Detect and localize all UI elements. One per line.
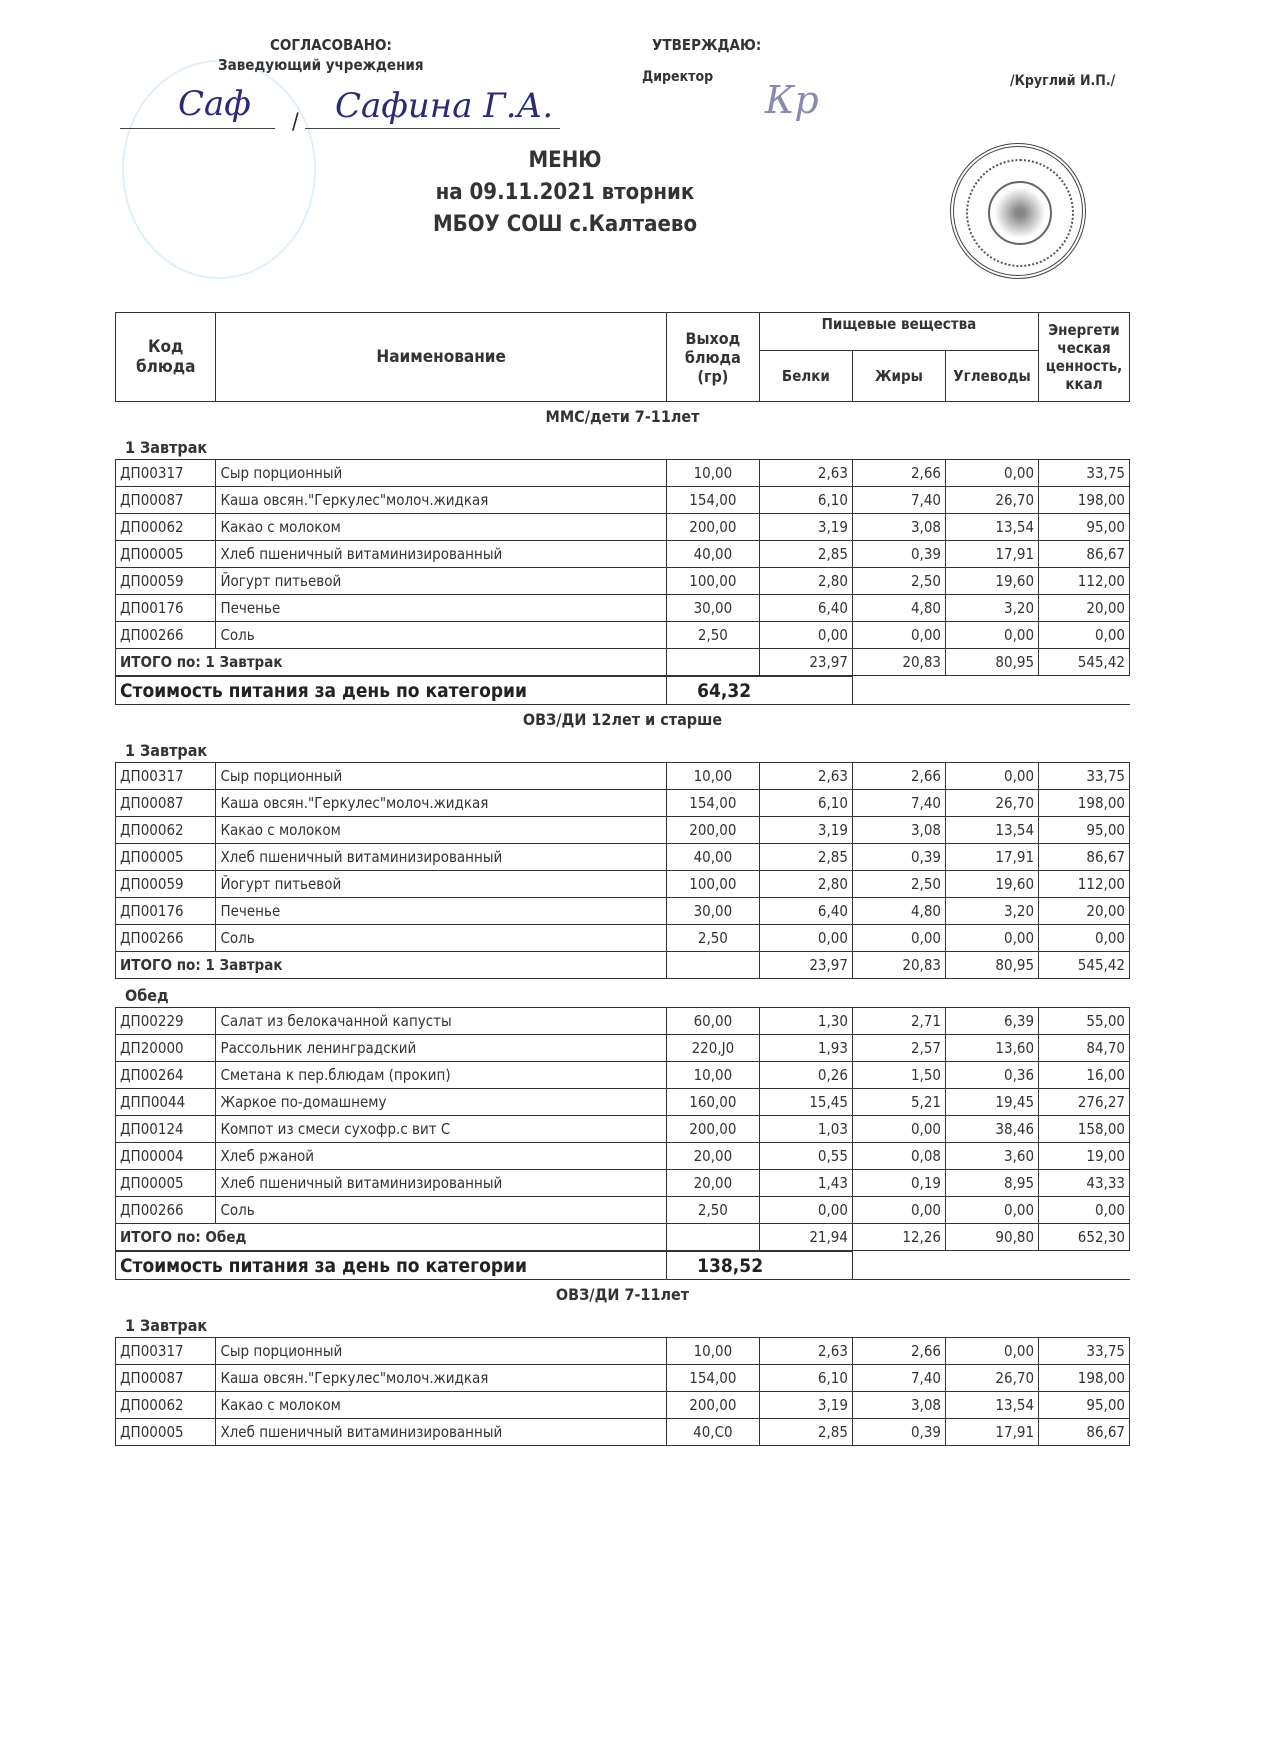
protein: 3,19: [759, 514, 852, 541]
fat: 0,39: [852, 844, 945, 871]
total-protein: 23,97: [759, 952, 852, 979]
total-carbs: 80,95: [946, 952, 1039, 979]
cost-value: 138,52: [667, 1252, 853, 1280]
dish-yield: 154,00: [666, 1365, 759, 1392]
dish-name: Компот из смеси сухофр.с вит С: [216, 1116, 666, 1143]
dish-yield: 20,00: [666, 1170, 759, 1197]
table-row: [116, 844, 1130, 871]
total-row: [116, 952, 1130, 979]
dish-yield: 200,00: [666, 1116, 759, 1143]
carbs: 26,70: [946, 1365, 1039, 1392]
protein: 2,85: [759, 541, 852, 568]
fat: 3,08: [852, 1392, 945, 1419]
dish-yield: 200,00: [666, 1392, 759, 1419]
dish-code: ДП00264: [116, 1062, 216, 1089]
energy: 0,00: [1039, 622, 1130, 649]
total-energy: 545,42: [1039, 952, 1130, 979]
dish-code: ДП00059: [116, 871, 216, 898]
total-yield: [666, 1224, 759, 1251]
fat: 0,00: [852, 925, 945, 952]
dish-name: Жаркое по-домашнему: [216, 1089, 666, 1116]
table-row: [116, 514, 1130, 541]
dish-code: ДП00005: [116, 541, 216, 568]
meal-table: [115, 1337, 1130, 1446]
protein: 6,40: [759, 898, 852, 925]
dish-code: ДП00087: [116, 487, 216, 514]
dish-yield: 100,00: [666, 871, 759, 898]
total-energy: 652,30: [1039, 1224, 1130, 1251]
energy: 16,00: [1039, 1062, 1130, 1089]
carbs: 17,91: [946, 541, 1039, 568]
table-row: [116, 1089, 1130, 1116]
menu-table: [115, 312, 1130, 1446]
table-row: [116, 568, 1130, 595]
table-row: [116, 595, 1130, 622]
table-row: [116, 1392, 1130, 1419]
carbs: 3,20: [946, 595, 1039, 622]
meal-label: 1 Завтрак: [125, 1316, 208, 1335]
header-code: Код блюда: [116, 313, 216, 402]
cost-label: Стоимость питания за день по категории: [116, 677, 667, 705]
total-yield: [666, 952, 759, 979]
meal-table: [115, 1007, 1130, 1251]
table-row: [116, 1035, 1130, 1062]
table-row: [116, 1419, 1130, 1446]
fat: 0,00: [852, 622, 945, 649]
table-row: [116, 1062, 1130, 1089]
fat: 0,00: [852, 1197, 945, 1224]
fat: 2,66: [852, 1338, 945, 1365]
table-header: [115, 312, 1130, 402]
fat: 0,39: [852, 1419, 945, 1446]
protein: 1,43: [759, 1170, 852, 1197]
table-row: [116, 487, 1130, 514]
dish-code: ДП00229: [116, 1008, 216, 1035]
signature-line: [120, 128, 275, 129]
total-row: [116, 649, 1130, 676]
table-row: [116, 541, 1130, 568]
total-carbs: 90,80: [946, 1224, 1039, 1251]
total-label: ИТОГО по: 1 Завтрак: [116, 649, 667, 676]
document-title: МЕНЮ: [528, 148, 602, 173]
dish-code: ДП00062: [116, 1392, 216, 1419]
approval-left-heading: СОГЛАСОВАНО:: [270, 36, 392, 54]
protein: 0,00: [759, 925, 852, 952]
dish-yield: 2,50: [666, 925, 759, 952]
fat: 2,57: [852, 1035, 945, 1062]
section-title: ОВЗ/ДИ 7-11лет: [555, 1285, 690, 1304]
dish-yield: 30,00: [666, 595, 759, 622]
carbs: 0,00: [946, 622, 1039, 649]
dish-name: Какао с молоком: [216, 514, 666, 541]
dish-code: ДП00004: [116, 1143, 216, 1170]
fat: 0,00: [852, 1116, 945, 1143]
energy: 55,00: [1039, 1008, 1130, 1035]
dish-code: ДП00062: [116, 817, 216, 844]
table-row: [116, 1365, 1130, 1392]
protein: 3,19: [759, 817, 852, 844]
carbs: 26,70: [946, 487, 1039, 514]
dish-name: Каша овсян."Геркулес"молоч.жидкая: [216, 790, 666, 817]
carbs: 3,20: [946, 898, 1039, 925]
header-name: Наименование: [216, 313, 666, 402]
dish-name: Соль: [216, 622, 666, 649]
fat: 7,40: [852, 790, 945, 817]
carbs: 13,54: [946, 817, 1039, 844]
approval-right-name: /Круглий И.П./: [1010, 73, 1116, 89]
carbs: 13,54: [946, 1392, 1039, 1419]
energy: 0,00: [1039, 925, 1130, 952]
protein: 6,40: [759, 595, 852, 622]
header-protein: Белки: [759, 351, 852, 402]
energy: 33,75: [1039, 1338, 1130, 1365]
cost-row: [115, 676, 1130, 705]
energy: 276,27: [1039, 1089, 1130, 1116]
total-fat: 20,83: [852, 952, 945, 979]
dish-yield: 30,00: [666, 898, 759, 925]
fat: 2,66: [852, 460, 945, 487]
dish-name: Сыр порционный: [216, 1338, 666, 1365]
fat: 0,39: [852, 541, 945, 568]
meal-label: 1 Завтрак: [125, 438, 208, 457]
dish-code: ДП00087: [116, 1365, 216, 1392]
dish-code: ДП00317: [116, 460, 216, 487]
official-seal: [950, 143, 1086, 279]
carbs: 26,70: [946, 790, 1039, 817]
cost-label: Стоимость питания за день по категории: [116, 1252, 667, 1280]
table-row: [116, 763, 1130, 790]
dish-yield: 200,00: [666, 817, 759, 844]
dish-name: Рассольник ленинградский: [216, 1035, 666, 1062]
dish-yield: 154,00: [666, 487, 759, 514]
total-energy: 545,42: [1039, 649, 1130, 676]
dish-name: Соль: [216, 925, 666, 952]
carbs: 17,91: [946, 844, 1039, 871]
protein: 6,10: [759, 487, 852, 514]
protein: 15,45: [759, 1089, 852, 1116]
dish-yield: 20,00: [666, 1143, 759, 1170]
left-signature: Саф: [178, 84, 251, 124]
fat: 2,66: [852, 763, 945, 790]
cost-empty: [853, 677, 1130, 705]
dish-yield: 160,00: [666, 1089, 759, 1116]
meal-label: 1 Завтрак: [125, 741, 208, 760]
fat: 4,80: [852, 898, 945, 925]
table-row: [116, 460, 1130, 487]
energy: 43,33: [1039, 1170, 1130, 1197]
carbs: 17,91: [946, 1419, 1039, 1446]
dish-name: Какао с молоком: [216, 1392, 666, 1419]
protein: 6,10: [759, 790, 852, 817]
dish-code: ДП00124: [116, 1116, 216, 1143]
separator: /: [292, 110, 299, 135]
dish-code: ДПП0044: [116, 1089, 216, 1116]
table-row: [116, 622, 1130, 649]
energy: 95,00: [1039, 817, 1130, 844]
dish-name: Каша овсян."Геркулес"молоч.жидкая: [216, 1365, 666, 1392]
carbs: 0,00: [946, 763, 1039, 790]
cost-row: [115, 1251, 1130, 1280]
fat: 3,08: [852, 514, 945, 541]
header-energy: Энергети ческая ценность, ккал: [1039, 313, 1130, 402]
protein: 2,80: [759, 568, 852, 595]
dish-yield: 10,00: [666, 763, 759, 790]
energy: 19,00: [1039, 1143, 1130, 1170]
dish-yield: 200,00: [666, 514, 759, 541]
protein: 2,85: [759, 1419, 852, 1446]
energy: 198,00: [1039, 790, 1130, 817]
carbs: 6,39: [946, 1008, 1039, 1035]
dish-name: Хлеб пшеничный витаминизированный: [216, 1419, 666, 1446]
protein: 1,03: [759, 1116, 852, 1143]
dish-code: ДП00317: [116, 1338, 216, 1365]
dish-yield: 40,00: [666, 541, 759, 568]
energy: 84,70: [1039, 1035, 1130, 1062]
approval-right-role: Директор: [642, 69, 714, 85]
carbs: 0,00: [946, 1197, 1039, 1224]
dish-yield: 60,00: [666, 1008, 759, 1035]
dish-name: Хлеб пшеничный витаминизированный: [216, 541, 666, 568]
carbs: 0,00: [946, 1338, 1039, 1365]
carbs: 8,95: [946, 1170, 1039, 1197]
dish-yield: 10,00: [666, 1062, 759, 1089]
dish-code: ДП00062: [116, 514, 216, 541]
dish-code: ДП00266: [116, 925, 216, 952]
energy: 198,00: [1039, 487, 1130, 514]
carbs: 38,46: [946, 1116, 1039, 1143]
dish-name: Сыр порционный: [216, 460, 666, 487]
dish-name: Йогурт питьевой: [216, 568, 666, 595]
dish-name: Сметана к пер.блюдам (прокип): [216, 1062, 666, 1089]
protein: 1,93: [759, 1035, 852, 1062]
carbs: 19,60: [946, 568, 1039, 595]
left-name-handwritten: Сафина Г.А.: [335, 86, 554, 126]
header-nutrients: Пищевые вещества: [759, 313, 1038, 351]
carbs: 3,60: [946, 1143, 1039, 1170]
dish-code: ДП00176: [116, 898, 216, 925]
dish-yield: 100,00: [666, 568, 759, 595]
energy: 86,67: [1039, 541, 1130, 568]
dish-name: Йогурт питьевой: [216, 871, 666, 898]
fat: 0,19: [852, 1170, 945, 1197]
protein: 2,63: [759, 763, 852, 790]
energy: 112,00: [1039, 568, 1130, 595]
table-row: [116, 790, 1130, 817]
protein: 0,00: [759, 1197, 852, 1224]
dish-code: ДП00176: [116, 595, 216, 622]
dish-code: ДП20000: [116, 1035, 216, 1062]
dish-name: Соль: [216, 1197, 666, 1224]
table-row: [116, 1170, 1130, 1197]
carbs: 13,54: [946, 514, 1039, 541]
dish-yield: 40,00: [666, 844, 759, 871]
section-title: ММС/дети 7-11лет: [545, 407, 700, 426]
carbs: 0,36: [946, 1062, 1039, 1089]
carbs: 0,00: [946, 460, 1039, 487]
fat: 2,50: [852, 568, 945, 595]
protein: 2,80: [759, 871, 852, 898]
energy: 112,00: [1039, 871, 1130, 898]
energy: 20,00: [1039, 595, 1130, 622]
dish-yield: 2,50: [666, 1197, 759, 1224]
table-row: [116, 925, 1130, 952]
table-row: [116, 1143, 1130, 1170]
fat: 4,80: [852, 595, 945, 622]
energy: 95,00: [1039, 1392, 1130, 1419]
energy: 0,00: [1039, 1197, 1130, 1224]
table-row: [116, 1338, 1130, 1365]
right-signature: Кр: [765, 78, 819, 122]
meal-table: [115, 459, 1130, 676]
dish-name: Печенье: [216, 898, 666, 925]
total-yield: [666, 649, 759, 676]
table-row: [116, 1197, 1130, 1224]
dish-yield: 40,C0: [666, 1419, 759, 1446]
approval-right-heading: УТВЕРЖДАЮ:: [652, 36, 762, 54]
dish-code: ДП00005: [116, 1419, 216, 1446]
dish-name: Салат из белокачанной капусты: [216, 1008, 666, 1035]
total-fat: 12,26: [852, 1224, 945, 1251]
dish-name: Каша овсян."Геркулес"молоч.жидкая: [216, 487, 666, 514]
energy: 86,67: [1039, 844, 1130, 871]
dish-name: Хлеб пшеничный витаминизированный: [216, 844, 666, 871]
fat: 7,40: [852, 487, 945, 514]
school-name: МБОУ СОШ с.Калтаево: [432, 212, 698, 237]
total-row: [116, 1224, 1130, 1251]
meal-table: [115, 762, 1130, 979]
protein: 0,55: [759, 1143, 852, 1170]
table-row: [116, 817, 1130, 844]
protein: 0,26: [759, 1062, 852, 1089]
dish-yield: 10,00: [666, 1338, 759, 1365]
dish-code: ДП00059: [116, 568, 216, 595]
carbs: 13,60: [946, 1035, 1039, 1062]
protein: 2,63: [759, 460, 852, 487]
dish-code: ДП00266: [116, 622, 216, 649]
energy: 33,75: [1039, 460, 1130, 487]
fat: 0,08: [852, 1143, 945, 1170]
dish-code: ДП00317: [116, 763, 216, 790]
protein: 2,85: [759, 844, 852, 871]
protein: 1,30: [759, 1008, 852, 1035]
table-row: [116, 1116, 1130, 1143]
energy: 158,00: [1039, 1116, 1130, 1143]
dish-name: Сыр порционный: [216, 763, 666, 790]
dish-yield: 154,00: [666, 790, 759, 817]
header-yield: Выход блюда (гр): [666, 313, 759, 402]
protein: 6,10: [759, 1365, 852, 1392]
energy: 86,67: [1039, 1419, 1130, 1446]
dish-code: ДП00266: [116, 1197, 216, 1224]
fat: 2,71: [852, 1008, 945, 1035]
approval-left-role: Заведующий учреждения: [218, 56, 424, 74]
name-line: [305, 128, 560, 129]
dish-name: Хлеб ржаной: [216, 1143, 666, 1170]
carbs: 19,60: [946, 871, 1039, 898]
dish-name: Какао с молоком: [216, 817, 666, 844]
dish-code: ДП00005: [116, 1170, 216, 1197]
total-protein: 21,94: [759, 1224, 852, 1251]
document-date: на 09.11.2021 вторник: [435, 180, 695, 205]
table-row: [116, 871, 1130, 898]
meal-label: Обед: [125, 986, 169, 1005]
dish-yield: 220,J0: [666, 1035, 759, 1062]
energy: 33,75: [1039, 763, 1130, 790]
total-protein: 23,97: [759, 649, 852, 676]
energy: 95,00: [1039, 514, 1130, 541]
cost-empty: [853, 1252, 1130, 1280]
header-carbs: Углеводы: [945, 351, 1038, 402]
protein: 2,63: [759, 1338, 852, 1365]
header-fat: Жиры: [852, 351, 945, 402]
dish-code: ДП00087: [116, 790, 216, 817]
energy: 20,00: [1039, 898, 1130, 925]
table-row: [116, 1008, 1130, 1035]
dish-yield: 2,50: [666, 622, 759, 649]
energy: 198,00: [1039, 1365, 1130, 1392]
carbs: 0,00: [946, 925, 1039, 952]
fat: 3,08: [852, 817, 945, 844]
fat: 2,50: [852, 871, 945, 898]
fat: 1,50: [852, 1062, 945, 1089]
protein: 3,19: [759, 1392, 852, 1419]
dish-yield: 10,00: [666, 460, 759, 487]
section-title: ОВЗ/ДИ 12лет и старше: [522, 710, 723, 729]
protein: 0,00: [759, 622, 852, 649]
dish-code: ДП00005: [116, 844, 216, 871]
total-carbs: 80,95: [946, 649, 1039, 676]
dish-name: Хлеб пшеничный витаминизированный: [216, 1170, 666, 1197]
dish-name: Печенье: [216, 595, 666, 622]
fat: 7,40: [852, 1365, 945, 1392]
cost-value: 64,32: [667, 677, 853, 705]
table-row: [116, 898, 1130, 925]
total-label: ИТОГО по: Обед: [116, 1224, 667, 1251]
total-fat: 20,83: [852, 649, 945, 676]
carbs: 19,45: [946, 1089, 1039, 1116]
total-label: ИТОГО по: 1 Завтрак: [116, 952, 667, 979]
fat: 5,21: [852, 1089, 945, 1116]
